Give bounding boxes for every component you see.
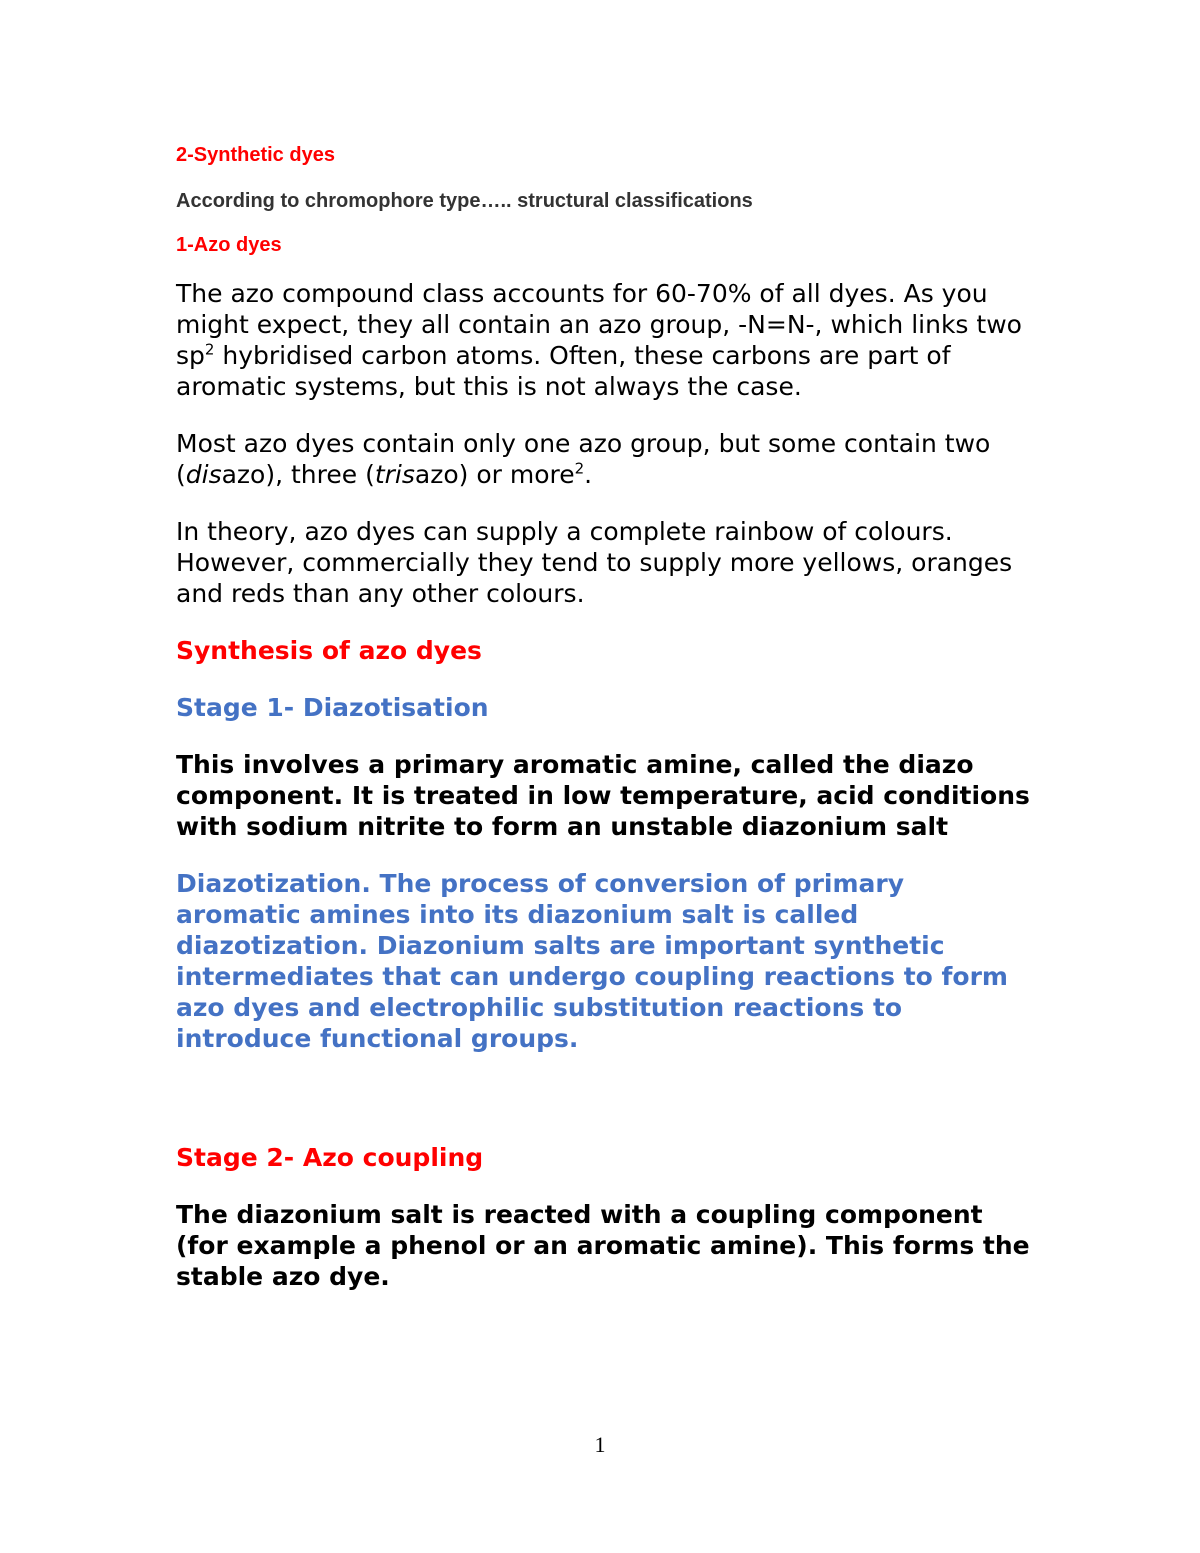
page-number: 1 [594, 1432, 606, 1457]
stage1-heading: Stage 1- Diazotisation [176, 693, 489, 722]
paragraph-azo-groups-part3: azo) or more [414, 460, 575, 489]
spacer [176, 1080, 1036, 1142]
superscript-2: 2 [204, 340, 215, 359]
paragraph-azo-groups-part4: . [584, 460, 593, 489]
italic-tris: tris [374, 460, 415, 489]
stage2-heading: Stage 2- Azo coupling [176, 1143, 484, 1172]
document-content [176, 142, 1036, 1318]
paragraph-azo-class [176, 278, 1036, 402]
paragraph-azo-groups-part2: azo), three ( [221, 460, 375, 489]
paragraph-azo-class-part2: hybridised carbon atoms. Often, these carbons are part of aromatic systems, but this is not always the case. [176, 341, 951, 401]
paragraph-rainbow: In theory, azo dyes can supply a complete rainbow of colours. However, commercially they tend to supply more yellows, oranges and reds than any other colours. [176, 517, 1013, 608]
stage1-text: This involves a primary aromatic amine, called the diazo component. It is treated in low temperature, acid conditions with sodium nitrite to form an unstable diazonium salt [176, 750, 1030, 841]
synthesis-heading: Synthesis of azo dyes [176, 636, 482, 665]
italic-dis: dis [185, 460, 222, 489]
subsection-title: 1-Azo dyes [176, 234, 282, 256]
paragraph-azo-groups-part1: Most azo dyes contain only one azo group, but some contain two ( [176, 429, 991, 489]
stage2-text: The diazonium salt is reacted with a coupling component (for example a phenol or an aromatic amine). This forms the stable azo dye. [176, 1200, 1030, 1291]
classification-line: According to chromophore type….. structural classifications [176, 190, 753, 212]
superscript-2: 2 [574, 459, 585, 478]
paragraph-azo-groups [176, 428, 1036, 490]
paragraph-azo-class-part1: The azo compound class accounts for 60-70% of all dyes. As you might expect, they all contain an azo group, -N=N-, which links two sp [176, 279, 1022, 370]
section-title: 2-Synthetic dyes [176, 144, 335, 166]
diazotization-text: Diazotization. The process of conversion of primary aromatic amines into its diazonium salt is called diazotization. Diazonium salts are important synthetic intermediates that can undergo coupling reactions to form azo dyes and electrophilic substitution reactions to introduce functional groups. [176, 869, 1008, 1053]
